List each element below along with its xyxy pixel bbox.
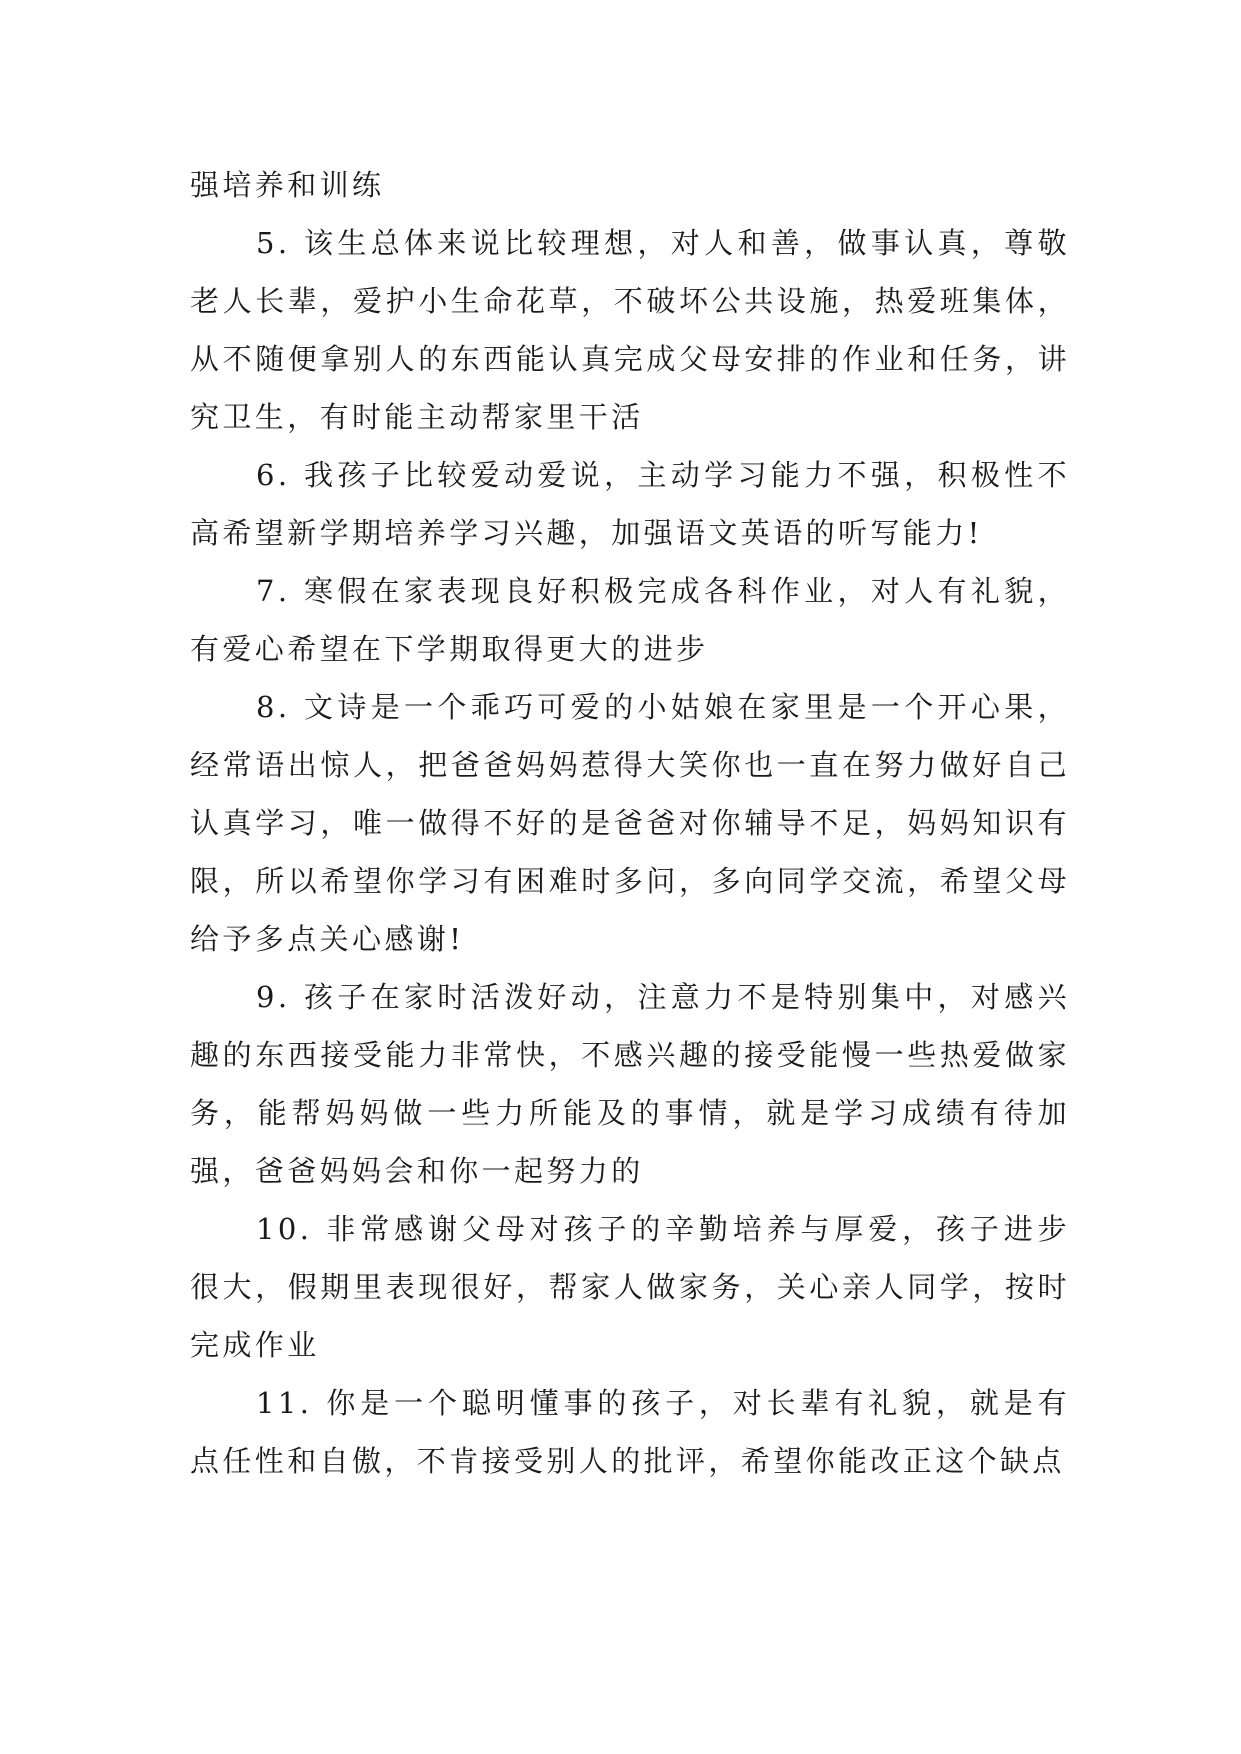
paragraph-item-6: 6. 我孩子比较爱动爱说，主动学习能力不强，积极性不高希望新学期培养学习兴趣，加强语文英语的听写能力! bbox=[190, 458, 1070, 550]
paragraph-continuation: 强培养和训练 bbox=[190, 168, 385, 202]
document-body bbox=[190, 156, 1070, 1490]
paragraph-item-11: 11. 你是一个聪明懂事的孩子，对长辈有礼貌，就是有点任性和自傲，不肯接受别人的批评，希望你能改正这个缺点 bbox=[190, 1386, 1070, 1478]
paragraph-item-7: 7. 寒假在家表现良好积极完成各科作业，对人有礼貌，有爱心希望在下学期取得更大的进步 bbox=[190, 574, 1070, 666]
paragraph-item-8: 8. 文诗是一个乖巧可爱的小姑娘在家里是一个开心果，经常语出惊人，把爸爸妈妈惹得大笑你也一直在努力做好自己认真学习，唯一做得不好的是爸爸对你辅导不足，妈妈知识有限，所以希望你学习有困难时多问，多向同学交流，希望父母给予多点关心感谢! bbox=[190, 690, 1070, 956]
paragraph-item-10: 10. 非常感谢父母对孩子的辛勤培养与厚爱，孩子进步很大，假期里表现很好，帮家人做家务，关心亲人同学，按时完成作业 bbox=[190, 1212, 1070, 1362]
paragraph-item-5: 5. 该生总体来说比较理想，对人和善，做事认真，尊敬老人长辈，爱护小生命花草，不破坏公共设施，热爱班集体，从不随便拿别人的东西能认真完成父母安排的作业和任务，讲究卫生，有时能主动帮家里干活 bbox=[190, 226, 1070, 434]
paragraph-item-9: 9. 孩子在家时活泼好动，注意力不是特别集中，对感兴趣的东西接受能力非常快，不感兴趣的接受能慢一些热爱做家务，能帮妈妈做一些力所能及的事情，就是学习成绩有待加强，爸爸妈妈会和你一起努力的 bbox=[190, 980, 1070, 1188]
